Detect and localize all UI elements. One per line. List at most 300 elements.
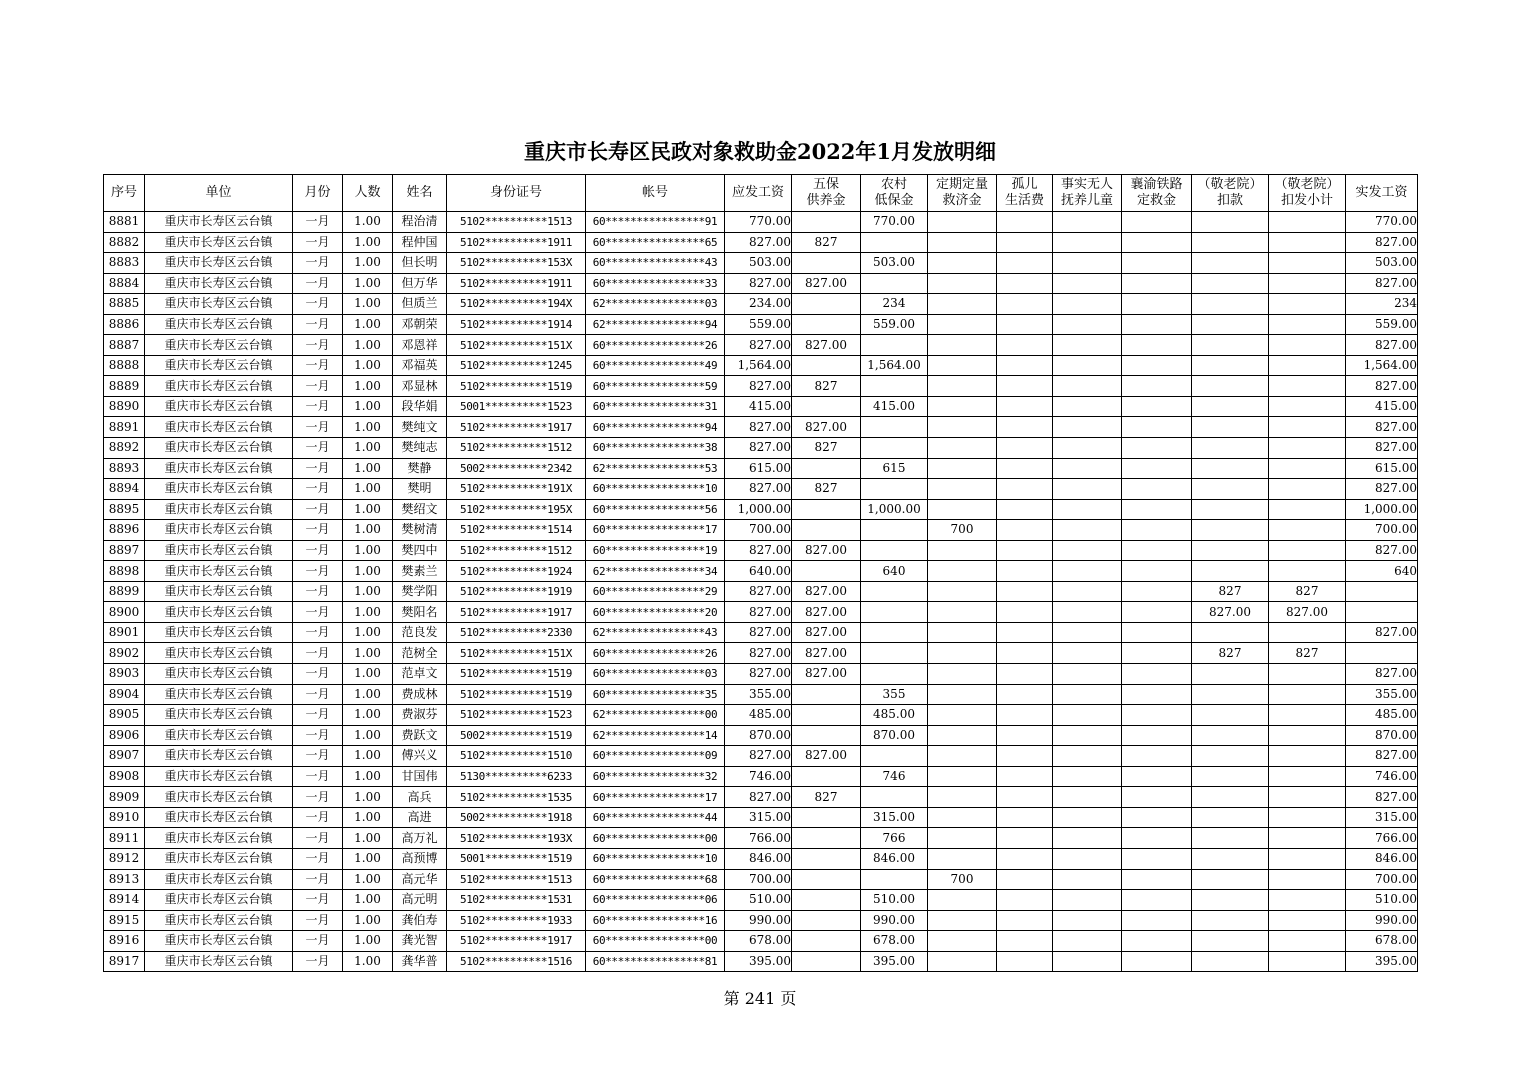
table-cell: 重庆市长寿区云台镇 [145, 746, 293, 767]
table-cell: 678.00 [725, 931, 792, 952]
table-cell: 重庆市长寿区云台镇 [145, 561, 293, 582]
table-cell [1269, 212, 1346, 233]
table-cell: 415.00 [861, 396, 928, 417]
table-cell: 615.00 [725, 458, 792, 479]
table-cell: 重庆市长寿区云台镇 [145, 355, 293, 376]
table-cell: 重庆市长寿区云台镇 [145, 499, 293, 520]
table-cell: 重庆市长寿区云台镇 [145, 212, 293, 233]
table-cell: 510.00 [1346, 890, 1418, 911]
table-cell: 8882 [104, 232, 145, 253]
table-cell: 234 [1346, 294, 1418, 315]
table-cell: 700.00 [1346, 869, 1418, 890]
table-cell [997, 253, 1053, 274]
table-cell: 315.00 [861, 807, 928, 828]
table-cell [997, 664, 1053, 685]
table-cell [1192, 869, 1269, 890]
table-cell [1122, 540, 1192, 561]
table-cell [1122, 890, 1192, 911]
table-cell: 827.00 [1346, 273, 1418, 294]
table-cell [928, 232, 997, 253]
table-cell: 60****************68 [586, 869, 725, 890]
table-cell: 5102**********1512 [447, 540, 586, 561]
table-cell [1122, 828, 1192, 849]
table-cell: 1.00 [343, 294, 393, 315]
table-cell: 766 [861, 828, 928, 849]
table-cell [1192, 540, 1269, 561]
table-cell: 5102**********1513 [447, 869, 586, 890]
table-cell: 8913 [104, 869, 145, 890]
table-cell [1192, 766, 1269, 787]
table-row [104, 540, 1418, 561]
table-cell [928, 910, 997, 931]
table-cell: 重庆市长寿区云台镇 [145, 807, 293, 828]
table-cell [1269, 848, 1346, 869]
table-cell [1053, 335, 1122, 356]
table-cell: 1.00 [343, 479, 393, 500]
table-cell [1269, 499, 1346, 520]
table-cell: 827 [1269, 581, 1346, 602]
table-cell [928, 335, 997, 356]
table-cell: 315.00 [1346, 807, 1418, 828]
table-cell: 846.00 [1346, 848, 1418, 869]
table-cell [1053, 869, 1122, 890]
table-cell: 678.00 [1346, 931, 1418, 952]
table-cell: 程治清 [393, 212, 447, 233]
table-cell: 827.00 [792, 581, 861, 602]
table-cell: 8915 [104, 910, 145, 931]
table-row [104, 561, 1418, 582]
table-cell [928, 807, 997, 828]
table-cell [1122, 807, 1192, 828]
table-cell [1053, 540, 1122, 561]
table-cell: 一月 [293, 602, 343, 623]
table-cell: 8897 [104, 540, 145, 561]
table-cell: 60****************03 [586, 664, 725, 685]
table-cell: 重庆市长寿区云台镇 [145, 705, 293, 726]
table-cell [1192, 355, 1269, 376]
table-cell: 60****************16 [586, 910, 725, 931]
table-cell: 60****************06 [586, 890, 725, 911]
table-cell: 1.00 [343, 869, 393, 890]
table-cell: 1.00 [343, 664, 393, 685]
table-row [104, 931, 1418, 952]
table-cell: 827.00 [792, 643, 861, 664]
table-cell [1053, 294, 1122, 315]
table-cell [928, 438, 997, 459]
table-cell: 355.00 [725, 684, 792, 705]
table-cell: 60****************00 [586, 931, 725, 952]
table-cell: 8903 [104, 664, 145, 685]
table-cell: 8890 [104, 396, 145, 417]
table-cell [1192, 253, 1269, 274]
table-cell [997, 458, 1053, 479]
table-cell: 一月 [293, 951, 343, 972]
table-cell: 一月 [293, 890, 343, 911]
table-row [104, 869, 1418, 890]
table-cell: 5102**********1917 [447, 931, 586, 952]
table-cell [1192, 212, 1269, 233]
table-cell [997, 417, 1053, 438]
table-cell: 827 [1269, 643, 1346, 664]
table-cell: 5102**********1933 [447, 910, 586, 931]
table-cell: 一月 [293, 479, 343, 500]
table-cell: 559.00 [725, 314, 792, 335]
table-cell [1269, 520, 1346, 541]
table-cell: 8884 [104, 273, 145, 294]
table-cell [1192, 705, 1269, 726]
table-cell [792, 725, 861, 746]
table-cell: 395.00 [861, 951, 928, 972]
table-cell: 1.00 [343, 520, 393, 541]
table-cell: 503.00 [1346, 253, 1418, 274]
table-cell [928, 787, 997, 808]
table-cell [1269, 479, 1346, 500]
table-cell: 1.00 [343, 581, 393, 602]
table-cell: 5102**********1519 [447, 684, 586, 705]
table-cell: 8883 [104, 253, 145, 274]
table-cell: 8914 [104, 890, 145, 911]
table-cell: 395.00 [1346, 951, 1418, 972]
table-cell [861, 417, 928, 438]
table-cell: 5102**********1523 [447, 705, 586, 726]
table-cell [1122, 314, 1192, 335]
table-row [104, 787, 1418, 808]
table-cell [997, 438, 1053, 459]
table-cell [1122, 951, 1192, 972]
table-cell [928, 479, 997, 500]
table-cell: 重庆市长寿区云台镇 [145, 294, 293, 315]
table-cell: 60****************32 [586, 766, 725, 787]
table-cell [1053, 602, 1122, 623]
table-cell [997, 273, 1053, 294]
table-cell: 重庆市长寿区云台镇 [145, 314, 293, 335]
table-cell: 樊纯文 [393, 417, 447, 438]
page-number: 第 241 页 [723, 989, 797, 1008]
table-cell: 559.00 [1346, 314, 1418, 335]
table-cell: 重庆市长寿区云台镇 [145, 458, 293, 479]
table-cell [792, 705, 861, 726]
table-cell: 甘国伟 [393, 766, 447, 787]
table-cell: 重庆市长寿区云台镇 [145, 376, 293, 397]
table-cell: 重庆市长寿区云台镇 [145, 622, 293, 643]
table-cell [792, 828, 861, 849]
table-cell: 827.00 [725, 787, 792, 808]
table-cell [1192, 746, 1269, 767]
table-cell [928, 417, 997, 438]
table-cell [1053, 643, 1122, 664]
table-cell: 827.00 [725, 376, 792, 397]
table-cell: 龚光智 [393, 931, 447, 952]
table-cell [1053, 848, 1122, 869]
table-cell: 870.00 [1346, 725, 1418, 746]
table-cell [1122, 705, 1192, 726]
table-cell [928, 931, 997, 952]
table-cell [1192, 458, 1269, 479]
table-cell: 1.00 [343, 273, 393, 294]
table-cell [1122, 273, 1192, 294]
table-cell [928, 684, 997, 705]
table-cell [792, 951, 861, 972]
table-cell [1269, 746, 1346, 767]
table-cell [1192, 520, 1269, 541]
column-header: （敬老院） 扣款 [1192, 175, 1269, 212]
table-cell: 5102**********1519 [447, 376, 586, 397]
table-cell [792, 253, 861, 274]
table-cell: 1.00 [343, 232, 393, 253]
table-cell [928, 294, 997, 315]
table-row [104, 212, 1418, 233]
table-cell: 樊素兰 [393, 561, 447, 582]
table-cell: 重庆市长寿区云台镇 [145, 273, 293, 294]
table-cell: 1.00 [343, 602, 393, 623]
table-cell [997, 951, 1053, 972]
table-cell: 重庆市长寿区云台镇 [145, 581, 293, 602]
table-cell: 8900 [104, 602, 145, 623]
table-cell [861, 273, 928, 294]
table-cell [1053, 458, 1122, 479]
table-cell: 一月 [293, 520, 343, 541]
table-row [104, 355, 1418, 376]
table-cell [997, 643, 1053, 664]
table-cell [1192, 848, 1269, 869]
table-cell [928, 396, 997, 417]
table-cell [928, 253, 997, 274]
table-cell: 范树全 [393, 643, 447, 664]
table-cell: 415.00 [725, 396, 792, 417]
table-row [104, 253, 1418, 274]
table-cell [1269, 705, 1346, 726]
table-cell: 990.00 [861, 910, 928, 931]
table-cell: 1.00 [343, 746, 393, 767]
table-cell: 重庆市长寿区云台镇 [145, 869, 293, 890]
table-cell: 但长明 [393, 253, 447, 274]
table-cell: 程仲国 [393, 232, 447, 253]
table-cell [1192, 725, 1269, 746]
table-cell: 一月 [293, 766, 343, 787]
table-cell [1053, 664, 1122, 685]
table-cell: 770.00 [861, 212, 928, 233]
table-cell: 一月 [293, 910, 343, 931]
table-cell: 60****************59 [586, 376, 725, 397]
table-cell [928, 951, 997, 972]
table-cell: 827.00 [1346, 664, 1418, 685]
table-cell: 827.00 [1346, 622, 1418, 643]
table-cell [861, 664, 928, 685]
table-cell: 827 [792, 787, 861, 808]
table-cell: 1.00 [343, 684, 393, 705]
table-cell [1122, 294, 1192, 315]
table-cell [1192, 396, 1269, 417]
table-cell [928, 848, 997, 869]
table-cell: 827.00 [1346, 787, 1418, 808]
table-cell: 一月 [293, 848, 343, 869]
table-cell: 樊四中 [393, 540, 447, 561]
table-cell: 62****************14 [586, 725, 725, 746]
table-cell: 766.00 [725, 828, 792, 849]
table-cell [1053, 828, 1122, 849]
table-cell: 高元明 [393, 890, 447, 911]
table-cell [1192, 438, 1269, 459]
table-row [104, 890, 1418, 911]
table-cell [1053, 684, 1122, 705]
table-cell: 龚伯寿 [393, 910, 447, 931]
table-cell: 60****************26 [586, 643, 725, 664]
table-cell [1122, 664, 1192, 685]
table-cell: 60****************91 [586, 212, 725, 233]
table-cell [928, 725, 997, 746]
table-cell: 5102**********1245 [447, 355, 586, 376]
table-cell: 1,000.00 [725, 499, 792, 520]
table-cell: 62****************43 [586, 622, 725, 643]
table-row [104, 294, 1418, 315]
table-cell: 827.00 [792, 540, 861, 561]
table-cell [1269, 355, 1346, 376]
table-cell: 1.00 [343, 458, 393, 479]
table-cell [792, 499, 861, 520]
table-cell [1053, 212, 1122, 233]
table-cell [928, 561, 997, 582]
table-cell: 8885 [104, 294, 145, 315]
table-cell [1122, 746, 1192, 767]
table-cell [1053, 273, 1122, 294]
table-row [104, 499, 1418, 520]
table-cell: 827.00 [792, 746, 861, 767]
table-cell: 827 [792, 479, 861, 500]
table-cell: 8894 [104, 479, 145, 500]
table-cell: 827.00 [725, 438, 792, 459]
table-row [104, 643, 1418, 664]
table-cell [861, 438, 928, 459]
table-cell: 60****************44 [586, 807, 725, 828]
table-cell: 640 [1346, 561, 1418, 582]
table-cell [861, 540, 928, 561]
table-cell [997, 910, 1053, 931]
table-cell [997, 212, 1053, 233]
table-cell: 1.00 [343, 540, 393, 561]
table-cell: 重庆市长寿区云台镇 [145, 910, 293, 931]
table-cell: 邓福英 [393, 355, 447, 376]
table-cell [1053, 499, 1122, 520]
table-cell [997, 684, 1053, 705]
table-cell: 8886 [104, 314, 145, 335]
table-cell: 5102**********194X [447, 294, 586, 315]
table-cell [997, 479, 1053, 500]
table-cell [1122, 766, 1192, 787]
table-cell: 62****************94 [586, 314, 725, 335]
table-cell: 5102**********191X [447, 479, 586, 500]
table-cell [861, 479, 928, 500]
table-cell: 费跃文 [393, 725, 447, 746]
table-cell: 700.00 [725, 520, 792, 541]
table-cell: 8917 [104, 951, 145, 972]
column-header: 人数 [343, 175, 393, 212]
table-cell [928, 540, 997, 561]
table-cell: 827.00 [1346, 746, 1418, 767]
table-cell: 415.00 [1346, 396, 1418, 417]
table-cell: 990.00 [725, 910, 792, 931]
table-cell [1269, 787, 1346, 808]
table-cell [997, 807, 1053, 828]
table-cell: 1.00 [343, 951, 393, 972]
table-cell: 5102**********1531 [447, 890, 586, 911]
table-cell [997, 828, 1053, 849]
table-cell: 60****************10 [586, 479, 725, 500]
table-cell: 5130**********6233 [447, 766, 586, 787]
table-cell: 5102**********151X [447, 335, 586, 356]
table-cell [997, 294, 1053, 315]
table-cell [1192, 273, 1269, 294]
table-cell: 60****************17 [586, 520, 725, 541]
table-cell: 60****************81 [586, 951, 725, 972]
table-cell: 827.00 [1192, 602, 1269, 623]
table-cell [1192, 499, 1269, 520]
table-cell [1122, 602, 1192, 623]
table-cell: 827.00 [725, 417, 792, 438]
table-cell: 827.00 [1346, 438, 1418, 459]
table-cell: 樊学阳 [393, 581, 447, 602]
table-row [104, 273, 1418, 294]
table-cell [997, 848, 1053, 869]
table-cell: 高进 [393, 807, 447, 828]
table-cell [1122, 910, 1192, 931]
table-cell: 60****************17 [586, 787, 725, 808]
table-cell [1122, 581, 1192, 602]
table-cell: 1.00 [343, 807, 393, 828]
table-cell: 8889 [104, 376, 145, 397]
table-cell: 5102**********1917 [447, 417, 586, 438]
table-cell: 8911 [104, 828, 145, 849]
column-header: 应发工资 [725, 175, 792, 212]
table-cell: 770.00 [725, 212, 792, 233]
table-cell [1192, 314, 1269, 335]
table-cell: 1.00 [343, 848, 393, 869]
table-cell: 1.00 [343, 643, 393, 664]
column-header: 帐号 [586, 175, 725, 212]
table-cell: 重庆市长寿区云台镇 [145, 848, 293, 869]
table-cell [997, 766, 1053, 787]
table-cell: 5002**********1918 [447, 807, 586, 828]
table-cell: 重庆市长寿区云台镇 [145, 951, 293, 972]
table-cell [1269, 664, 1346, 685]
table-cell: 一月 [293, 417, 343, 438]
table-cell: 1.00 [343, 890, 393, 911]
table-cell [997, 622, 1053, 643]
table-cell [1269, 273, 1346, 294]
table-cell: 678.00 [861, 931, 928, 952]
table-cell: 樊阳名 [393, 602, 447, 623]
table-cell: 一月 [293, 684, 343, 705]
table-cell: 355.00 [1346, 684, 1418, 705]
table-cell: 邓恩祥 [393, 335, 447, 356]
table-cell: 62****************03 [586, 294, 725, 315]
table-cell [861, 232, 928, 253]
table-cell [1053, 253, 1122, 274]
column-header: 序号 [104, 175, 145, 212]
table-cell [792, 561, 861, 582]
table-cell: 一月 [293, 869, 343, 890]
table-cell [1192, 931, 1269, 952]
table-header-row [104, 175, 1418, 212]
table-cell [1192, 910, 1269, 931]
table-cell [1269, 622, 1346, 643]
table-cell: 一月 [293, 458, 343, 479]
table-cell: 范良发 [393, 622, 447, 643]
table-cell: 高万礼 [393, 828, 447, 849]
table-row [104, 664, 1418, 685]
table-cell: 770.00 [1346, 212, 1418, 233]
table-cell: 樊绍文 [393, 499, 447, 520]
table-cell: 重庆市长寿区云台镇 [145, 643, 293, 664]
